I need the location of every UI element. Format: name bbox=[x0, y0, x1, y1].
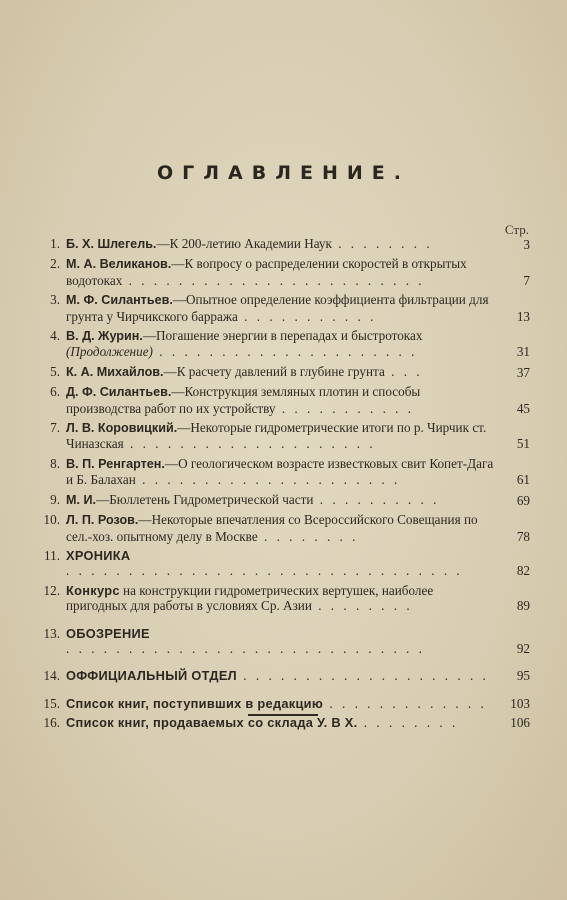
toc-entry-13: 13. ОБОЗРЕНИЕ . . . . . . . . . . . . . . . . . . . . . . . . . . . . . 92 bbox=[43, 625, 530, 656]
page-title: ОГЛАВЛЕНИЕ. bbox=[157, 162, 410, 184]
toc-entry-10: 10. Л. П. Розов.—Некоторые впечатления со Всероссийского Совещания по сел.-хоз. опытному делу в Москве . . . . . . . . 78 bbox=[43, 512, 530, 544]
toc-entry-5: 5. К. А. Михайлов.—К расчету давлений в глубине грунта . . . 37 bbox=[50, 363, 530, 380]
toc-entry-14: 14. ОФФИЦИАЛЬНЫЙ ОТДЕЛ . . . . . . . . . . . . . . . . . . . . 95 bbox=[43, 668, 530, 684]
toc-entry-4: 4. В. Д. Журин.—Погашение энергии в перепадах и быстротоках (Продолжение) . . . . . . . . . . . . . . . . . . . . . 31 bbox=[50, 328, 530, 360]
toc-entry-15: 15. Список книг, поступивших в редакцию . . . . . . . . . . . . . 103 bbox=[43, 695, 530, 711]
toc-entry-9: 9. М. И.—Бюллетень Гидрометрической части . . . . . . . . . . 69 bbox=[50, 491, 530, 508]
toc-entry-6: 6. Д. Ф. Силантьев.—Конструкция земляных плотин и способы производства работ по их устройству . . . . . . . . . . . 45 bbox=[50, 384, 530, 416]
toc-entry-11: 11. ХРОНИКА . . . . . . . . . . . . . . . . . . . . . . . . . . . . . . . . 82 bbox=[44, 547, 530, 579]
closing-rule bbox=[248, 714, 318, 716]
table-of-contents bbox=[36, 236, 530, 731]
toc-entry-3: 3. М. Ф. Силантьев.—Опытное определение коэффициента фильтрации для грунта у Чирчикского барража . . . . . . . . . . . 13 bbox=[50, 292, 530, 324]
page-column-header: Стр. bbox=[504, 222, 529, 237]
toc-entry-7: 7. Л. В. Коровицкий.—Некоторые гидрометрические итоги по р. Чирчик ст. Чиназская . . . . . . . . . . . . . . . . . . . . 51 bbox=[50, 420, 530, 452]
toc-entry-8: 8. В. П. Ренгартен.—О геологическом возрасте известковых свит Копет-Дага и Б. Балахан . . . . . . . . . . . . . . . . . . . . . 61 bbox=[50, 455, 530, 488]
toc-entry-12: 12. Конкурс на конструкции гидрометрических вертушек, наиболее пригодных для работы в условиях Ср. Азии . . . . . . . . 89 bbox=[43, 582, 530, 614]
toc-entry-1: 1. Б. Х. Шлегель.—К 200-летию Академии Наук . . . . . . . . 3 bbox=[50, 236, 530, 252]
toc-entry-2: 2. М. А. Великанов.—К вопросу о распределении скоростей в открытых водотоках . . . . . . . . . . . . . . . . . . . . . . . . 7 bbox=[50, 256, 530, 288]
toc-entry-16: 16. Список книг, продаваемых со склада У. В Х. . . . . . . . . 106 bbox=[43, 715, 530, 731]
